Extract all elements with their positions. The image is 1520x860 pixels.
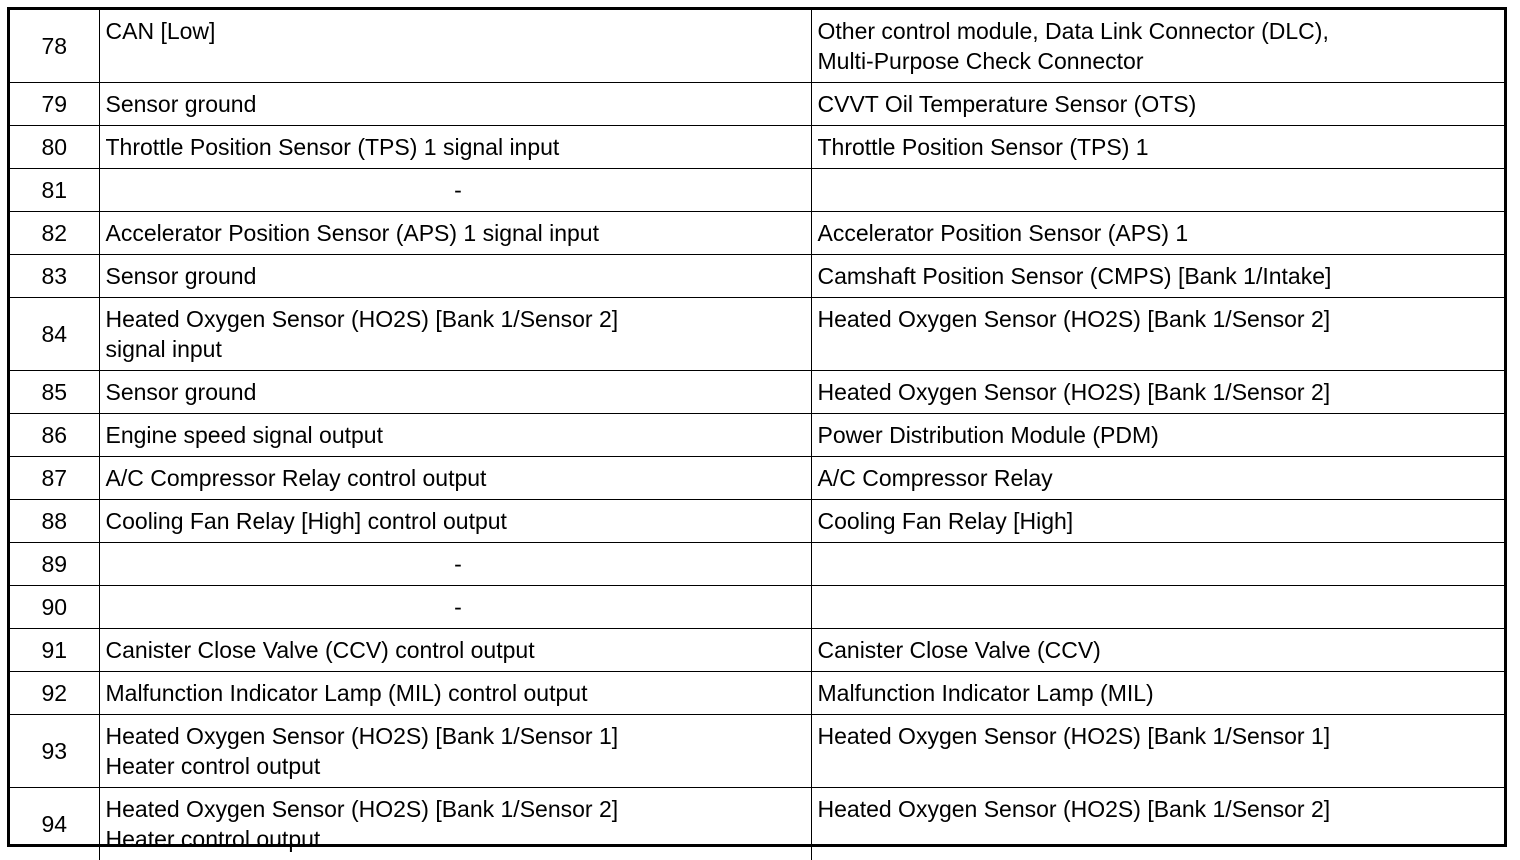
pin-connection — [811, 500, 1504, 543]
table-row — [10, 371, 1504, 414]
pin-number: 92 — [10, 672, 99, 715]
pin-connection-line: Other control module, Data Link Connector (DLC), — [817, 18, 1329, 44]
table-row — [10, 543, 1504, 586]
pin-description — [99, 371, 811, 414]
pin-description — [99, 586, 811, 629]
pin-connection — [811, 672, 1504, 715]
table-row — [10, 83, 1504, 126]
pin-table — [10, 10, 1504, 860]
pin-number: 83 — [10, 255, 99, 298]
pin-connection — [811, 83, 1504, 126]
pin-connection-line: Throttle Position Sensor (TPS) 1 — [817, 134, 1149, 161]
pin-description — [99, 169, 811, 212]
table-row — [10, 414, 1504, 457]
pin-description-line: Heated Oxygen Sensor (HO2S) [Bank 1/Sensor 2] — [105, 796, 619, 823]
pin-description-line: Sensor ground — [105, 263, 257, 290]
pin-connection — [811, 212, 1504, 255]
pin-description-line: Heated Oxygen Sensor (HO2S) [Bank 1/Sensor 2] — [105, 306, 619, 333]
pin-description — [99, 10, 811, 83]
pin-description-line: - — [454, 551, 462, 578]
pin-description-line: Heater control output — [105, 753, 321, 780]
pin-number: 90 — [10, 586, 99, 629]
pin-description — [99, 83, 811, 126]
table-row — [10, 169, 1504, 212]
table-row — [10, 255, 1504, 298]
pin-table-frame — [7, 7, 1507, 853]
pin-connection — [811, 126, 1504, 169]
table-row — [10, 10, 1504, 83]
table-row — [10, 500, 1504, 543]
table-row — [10, 629, 1504, 672]
pin-number: 94 — [10, 788, 99, 860]
pin-connection-line: Cooling Fan Relay [High] — [817, 508, 1074, 535]
pin-number: 93 — [10, 715, 99, 788]
pin-connection — [811, 255, 1504, 298]
pin-description — [99, 500, 811, 543]
pin-connection — [811, 298, 1504, 371]
pin-connection-line: CVVT Oil Temperature Sensor (OTS) — [817, 91, 1197, 118]
pin-number: 81 — [10, 169, 99, 212]
pin-number: 87 — [10, 457, 99, 500]
pin-connection — [811, 10, 1504, 83]
pin-table-body — [10, 10, 1504, 860]
pin-number: 84 — [10, 298, 99, 371]
pin-description-line: Heater control output — [105, 826, 321, 853]
pin-connection — [811, 715, 1504, 788]
pin-number: 89 — [10, 543, 99, 586]
pin-connection — [811, 586, 1504, 629]
pin-connection — [811, 457, 1504, 500]
pin-description-line: A/C Compressor Relay control output — [105, 465, 487, 492]
pin-description-line: Engine speed signal output — [105, 422, 383, 449]
pin-description — [99, 788, 811, 860]
pin-description-line: - — [454, 594, 462, 621]
pin-description — [99, 715, 811, 788]
pin-connection-line: Heated Oxygen Sensor (HO2S) [Bank 1/Sensor 2] — [817, 796, 1331, 823]
pin-description-line: - — [454, 177, 462, 204]
pin-description-line: Malfunction Indicator Lamp (MIL) control output — [105, 680, 588, 707]
pin-description-line: Sensor ground — [105, 91, 257, 118]
pin-description — [99, 298, 811, 371]
pin-description-line: Accelerator Position Sensor (APS) 1 signal input — [105, 220, 599, 247]
pin-connection — [811, 371, 1504, 414]
pin-description-line: Cooling Fan Relay [High] control output — [105, 508, 507, 535]
pin-connection — [811, 169, 1504, 212]
pin-connection — [811, 629, 1504, 672]
pin-description — [99, 212, 811, 255]
table-row — [10, 298, 1504, 371]
pin-description-line: Throttle Position Sensor (TPS) 1 signal input — [105, 134, 560, 161]
table-row — [10, 457, 1504, 500]
pin-connection-line: Multi-Purpose Check Connector — [817, 48, 1144, 74]
pin-connection — [811, 788, 1504, 860]
pin-description — [99, 255, 811, 298]
pin-connection-line: Camshaft Position Sensor (CMPS) [Bank 1/Intake] — [817, 263, 1332, 290]
pin-connection-line: Power Distribution Module (PDM) — [817, 422, 1159, 449]
pin-connection-line: Malfunction Indicator Lamp (MIL) — [817, 680, 1154, 707]
pin-connection-line: A/C Compressor Relay — [817, 465, 1053, 492]
pin-connection-line: Heated Oxygen Sensor (HO2S) [Bank 1/Sensor 1] — [817, 723, 1331, 750]
pin-number: 88 — [10, 500, 99, 543]
pin-description-line: CAN [Low] — [105, 18, 216, 44]
pin-number: 79 — [10, 83, 99, 126]
table-row — [10, 586, 1504, 629]
table-row — [10, 672, 1504, 715]
pin-connection — [811, 543, 1504, 586]
pin-connection-line: Accelerator Position Sensor (APS) 1 — [817, 220, 1189, 247]
pin-description-line: Sensor ground — [105, 379, 257, 406]
pin-connection-line: Heated Oxygen Sensor (HO2S) [Bank 1/Sensor 2] — [817, 306, 1331, 333]
pin-description — [99, 543, 811, 586]
pin-number: 86 — [10, 414, 99, 457]
table-row — [10, 715, 1504, 788]
pin-number: 80 — [10, 126, 99, 169]
pin-description-line: Heated Oxygen Sensor (HO2S) [Bank 1/Sensor 1] — [105, 723, 619, 750]
pin-number: 78 — [10, 10, 99, 83]
table-row — [10, 788, 1504, 860]
pin-description — [99, 126, 811, 169]
pin-connection — [811, 414, 1504, 457]
pin-number: 82 — [10, 212, 99, 255]
pin-connection-line: Heated Oxygen Sensor (HO2S) [Bank 1/Sensor 2] — [817, 379, 1331, 406]
pin-description — [99, 414, 811, 457]
pin-description — [99, 629, 811, 672]
pin-description — [99, 457, 811, 500]
table-row — [10, 126, 1504, 169]
pin-description — [99, 672, 811, 715]
pin-number: 85 — [10, 371, 99, 414]
pin-connection-line: Canister Close Valve (CCV) — [817, 637, 1101, 664]
table-row — [10, 212, 1504, 255]
pin-number: 91 — [10, 629, 99, 672]
pin-description-line: signal input — [105, 336, 222, 363]
pin-description-line: Canister Close Valve (CCV) control output — [105, 637, 535, 664]
